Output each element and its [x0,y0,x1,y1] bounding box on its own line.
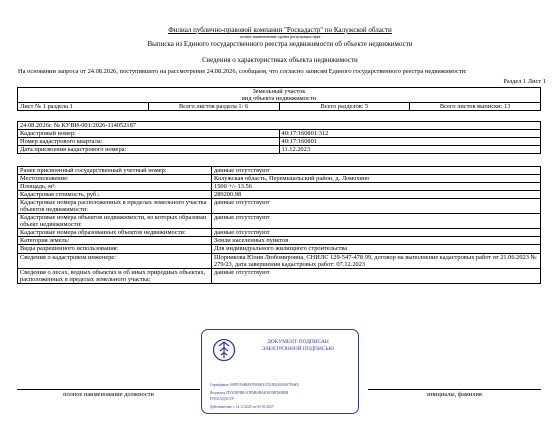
stamp-validity: Действителен: с 14.12.2025 по 09.03.2027 [210,405,274,409]
field-label: Кадастровые номера расположенных в пределах земельного участка объектов недвижимости: [18,199,212,214]
field-value: данные отсутствуют [212,199,541,214]
field-value: 289200.98 [212,191,541,199]
name-caption: инициалы, фамилия [427,391,482,398]
field-value: 1500 +/- 13.56 [212,183,541,191]
stamp-line-2: ЭЛЕКТРОННОЙ ПОДПИСЬЮ [261,345,335,352]
electronic-signature-stamp [201,329,359,414]
document-title: Выписка из Единого государственного реестра недвижимости об объекте недвижимости [147,40,413,48]
table-row [18,130,541,138]
field-label: Площадь, м²: [18,183,212,191]
extract-date-number: 24.08.2026г. № КУВИ-001/2026-114052187 [18,122,541,130]
stamp-title [240,339,356,353]
field-label: Кадастровый номер: [18,130,280,138]
field-label: Номер кадастрового квартала: [18,138,280,146]
stamp-line-1: ДОКУМЕНТ ПОДПИСАН [267,339,329,345]
table-row [18,245,541,253]
stamp-owner-2: РОСКАДАСТР [210,397,234,401]
object-type: Земельный участок [18,88,541,96]
org-name: Филиал публично-правовой компании "Роскадастр" по Калужской области [168,26,392,34]
stamp-certificate: Сертификат: 00897A6B6F6700000315531B34000167F6603 [210,383,300,387]
field-label: Ранее присвоенный государственный учетный номер: [18,167,212,175]
org-caption: полное наименование органа регистрации прав [239,34,321,39]
sections-total: Всего разделов: 5 [279,103,410,111]
object-type-caption: вид объекта недвижимости [18,95,541,103]
sheets-in-section: Всего листов раздела 1: 6 [148,103,279,111]
field-value: Шорникова Юлия Любомировна, СНИЛС 129-547-478 99, договор на выполнение кадастровых работ от 21.06.2023 № 279/23, дата завершения кадастровых работ: 07.12.2023 [212,253,541,268]
object-header-table [17,87,541,111]
name-line [368,389,541,390]
table-row [18,237,541,245]
table-row [18,214,541,229]
field-label: Местоположение: [18,175,212,183]
emblem-icon [212,338,236,362]
field-label: Кадастровая стоимость, руб.: [18,191,212,199]
field-value: данные отсутствуют [212,229,541,237]
field-value: Земли населенных пунктов [212,237,541,245]
field-label: Кадастровые номера объектов недвижимости, из которых образован объект недвижимости: [18,214,212,229]
summary-table [17,121,541,154]
field-label: Виды разрешенного использования: [18,245,212,253]
sheet-number: Лист № 1 раздела 1 [18,103,149,111]
sheets-total: Всего листов выписки: 13 [410,103,541,111]
section-page: Раздел 1 Лист 1 [503,78,546,85]
table-row [18,199,541,214]
position-line [17,389,200,390]
field-value: 40:17:160801 [279,138,541,146]
table-row [18,138,541,146]
field-label: Сведения о кадастровом инженере: [18,253,212,268]
request-intro: На основании запроса от 24.08.2026, поступившего на рассмотрение 24.08.2026, сообщаем, что согласно записям Единого государственного реестра недвижимости: [18,68,467,75]
table-row [18,229,541,237]
field-label: Кадастровые номера образованных объектов недвижимости: [18,229,212,237]
position-caption: полное наименование должности [63,391,154,398]
stamp-owner: Владелец: ПУБЛИЧНО-ПРАВОВАЯ КОМПАНИЯ [210,391,288,395]
field-value: 11.12.2023 [279,146,541,154]
table-row [18,191,541,199]
field-value: данные отсутствуют [212,167,541,175]
field-label: Сведения о лесах, водных объектах и об иных природных объектах, расположенных в пределах земельного участка: [18,268,212,283]
field-value: Калужская область, Перемышльский район, д. Ломохино [212,175,541,183]
table-row [18,167,541,175]
field-value: данные отсутствуют [212,214,541,229]
table-row [18,183,541,191]
table-row [18,268,541,283]
field-label: Категория земель: [18,237,212,245]
field-value: данные отсутствуют [212,268,541,283]
section-title: Сведения о характеристиках объекта недвижимости [202,56,358,64]
details-table [17,166,541,284]
table-row [18,253,541,268]
field-label: Дата присвоения кадастрового номера: [18,146,280,154]
table-row [18,175,541,183]
field-value: Для индивидуального жилищного строительства [212,245,541,253]
field-value: 40:17:160801:312 [279,130,541,138]
table-row [18,146,541,154]
